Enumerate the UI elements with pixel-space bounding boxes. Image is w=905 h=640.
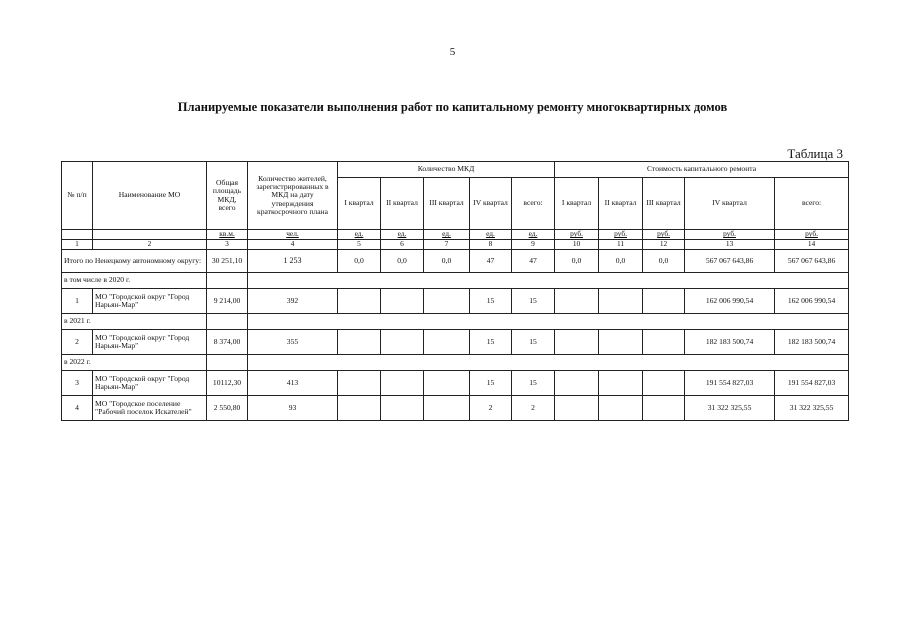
row-mkd-cell (381, 289, 424, 314)
row-area: 10112,30 (207, 371, 248, 396)
row-residents: 392 (248, 289, 338, 314)
section-row (62, 355, 849, 371)
header-cost-total: всего: (775, 178, 849, 230)
section-row (62, 273, 849, 289)
header-mkd-q4: IV квартал (470, 178, 512, 230)
header-area: Общая площадь МКД, всего (207, 162, 248, 230)
row-cost-cell: 182 183 500,74 (685, 330, 775, 355)
row-number: 1 (62, 289, 93, 314)
col-index: 1 (62, 240, 93, 250)
col-index: 10 (555, 240, 599, 250)
row-cost-cell (599, 330, 643, 355)
header-mkd-total: всего: (512, 178, 555, 230)
row-cost-cell (599, 371, 643, 396)
header-name: Наименование МО (93, 162, 207, 230)
table-row (62, 396, 849, 421)
capital-repair-table (61, 161, 849, 421)
header-cost-q2: II квартал (599, 178, 643, 230)
table-row (62, 289, 849, 314)
unit-cell: ед. (424, 230, 470, 240)
table-label: Таблица 3 (787, 146, 843, 161)
unit-cell (62, 230, 93, 240)
row-mkd-cell (338, 396, 381, 421)
total-cost-sum: 567 067 643,86 (775, 250, 849, 273)
total-mkd-q1: 0,0 (338, 250, 381, 273)
unit-cell (93, 230, 207, 240)
col-index: 14 (775, 240, 849, 250)
header-cost-group: Стоимость капитального ремонта (555, 162, 849, 178)
col-index: 13 (685, 240, 775, 250)
row-cost-cell (643, 330, 685, 355)
municipality-name: МО "Городской округ "Город Нарьян-Мар" (93, 289, 207, 314)
col-index: 5 (338, 240, 381, 250)
total-residents: 1 253 (248, 250, 338, 273)
units-row (62, 230, 849, 240)
unit-cell: ед. (470, 230, 512, 240)
row-cost-cell (643, 396, 685, 421)
row-cost-cell (599, 396, 643, 421)
total-mkd-q3: 0,0 (424, 250, 470, 273)
row-cost-cell: 31 322 325,55 (685, 396, 775, 421)
row-mkd-cell: 15 (470, 289, 512, 314)
unit-cell: руб. (643, 230, 685, 240)
row-number: 2 (62, 330, 93, 355)
row-area: 2 550,80 (207, 396, 248, 421)
header-cost-q4: IV квартал (685, 178, 775, 230)
row-mkd-cell (338, 371, 381, 396)
municipality-name: МО "Городской округ "Город Нарьян-Мар" (93, 330, 207, 355)
col-index: 9 (512, 240, 555, 250)
row-residents: 355 (248, 330, 338, 355)
row-cost-cell: 182 183 500,74 (775, 330, 849, 355)
table-row (62, 330, 849, 355)
header-residents: Количество жителей, зарегистрированных в МКД на дату утверждения краткосрочного плана (248, 162, 338, 230)
total-mkd-q4: 47 (470, 250, 512, 273)
row-residents: 413 (248, 371, 338, 396)
row-residents: 93 (248, 396, 338, 421)
header-mkd-q1: I квартал (338, 178, 381, 230)
municipality-name: МО "Городское поселение "Рабочий поселок Искателей" (93, 396, 207, 421)
row-cost-cell: 191 554 827,03 (775, 371, 849, 396)
row-mkd-cell (424, 330, 470, 355)
row-mkd-cell (381, 330, 424, 355)
unit-cell: ед. (381, 230, 424, 240)
unit-cell: чел. (248, 230, 338, 240)
row-mkd-cell: 15 (512, 330, 555, 355)
section-empty-cell (248, 273, 849, 289)
header-mkd-q3: III квартал (424, 178, 470, 230)
row-mkd-cell: 15 (512, 289, 555, 314)
row-cost-cell (555, 396, 599, 421)
section-label: в 2021 г. (62, 314, 207, 330)
header-cost-q3: III квартал (643, 178, 685, 230)
section-empty-cell (207, 314, 248, 330)
row-mkd-cell: 15 (470, 371, 512, 396)
total-cost-q4: 567 067 643,86 (685, 250, 775, 273)
header-cost-q1: I квартал (555, 178, 599, 230)
row-cost-cell (599, 289, 643, 314)
unit-cell: ед. (512, 230, 555, 240)
row-mkd-cell (424, 289, 470, 314)
total-row (62, 250, 849, 273)
col-index: 3 (207, 240, 248, 250)
row-cost-cell: 162 006 990,54 (775, 289, 849, 314)
row-cost-cell (643, 371, 685, 396)
col-index: 7 (424, 240, 470, 250)
col-index: 8 (470, 240, 512, 250)
page-number: 5 (449, 46, 456, 58)
header-num: № п/п (62, 162, 93, 230)
row-cost-cell: 162 006 990,54 (685, 289, 775, 314)
col-index: 11 (599, 240, 643, 250)
section-row (62, 314, 849, 330)
total-cost-q2: 0,0 (599, 250, 643, 273)
row-mkd-cell (338, 330, 381, 355)
row-number: 3 (62, 371, 93, 396)
section-empty-cell (207, 273, 248, 289)
row-mkd-cell (424, 396, 470, 421)
row-number: 4 (62, 396, 93, 421)
row-mkd-cell: 15 (470, 330, 512, 355)
column-index-row (62, 240, 849, 250)
col-index: 4 (248, 240, 338, 250)
section-label: в том числе в 2020 г. (62, 273, 207, 289)
unit-cell: кв.м. (207, 230, 248, 240)
row-mkd-cell (338, 289, 381, 314)
unit-cell: руб. (775, 230, 849, 240)
unit-cell: руб. (685, 230, 775, 240)
row-mkd-cell (424, 371, 470, 396)
section-empty-cell (248, 355, 849, 371)
total-mkd-sum: 47 (512, 250, 555, 273)
row-cost-cell (643, 289, 685, 314)
unit-cell: руб. (555, 230, 599, 240)
row-cost-cell (555, 330, 599, 355)
row-mkd-cell: 2 (512, 396, 555, 421)
header-mkd-q2: II квартал (381, 178, 424, 230)
header-mkd-group: Количество МКД (338, 162, 555, 178)
row-mkd-cell (381, 396, 424, 421)
table-row (62, 371, 849, 396)
unit-cell: руб. (599, 230, 643, 240)
row-cost-cell: 191 554 827,03 (685, 371, 775, 396)
section-label: в 2022 г. (62, 355, 207, 371)
row-cost-cell (555, 289, 599, 314)
total-label: Итого по Ненецкому автономному округу: (62, 250, 207, 273)
col-index: 6 (381, 240, 424, 250)
row-mkd-cell: 15 (512, 371, 555, 396)
col-index: 12 (643, 240, 685, 250)
row-area: 9 214,00 (207, 289, 248, 314)
total-area: 30 251,10 (207, 250, 248, 273)
section-empty-cell (248, 314, 849, 330)
total-cost-q1: 0,0 (555, 250, 599, 273)
row-cost-cell: 31 322 325,55 (775, 396, 849, 421)
document-title: Планируемые показатели выполнения работ по капитальному ремонту многоквартирных домов (177, 100, 728, 114)
row-mkd-cell (381, 371, 424, 396)
section-empty-cell (207, 355, 248, 371)
row-area: 8 374,00 (207, 330, 248, 355)
total-mkd-q2: 0,0 (381, 250, 424, 273)
municipality-name: МО "Городской округ "Город Нарьян-Мар" (93, 371, 207, 396)
unit-cell: ед. (338, 230, 381, 240)
total-cost-q3: 0,0 (643, 250, 685, 273)
col-index: 2 (93, 240, 207, 250)
row-cost-cell (555, 371, 599, 396)
row-mkd-cell: 2 (470, 396, 512, 421)
